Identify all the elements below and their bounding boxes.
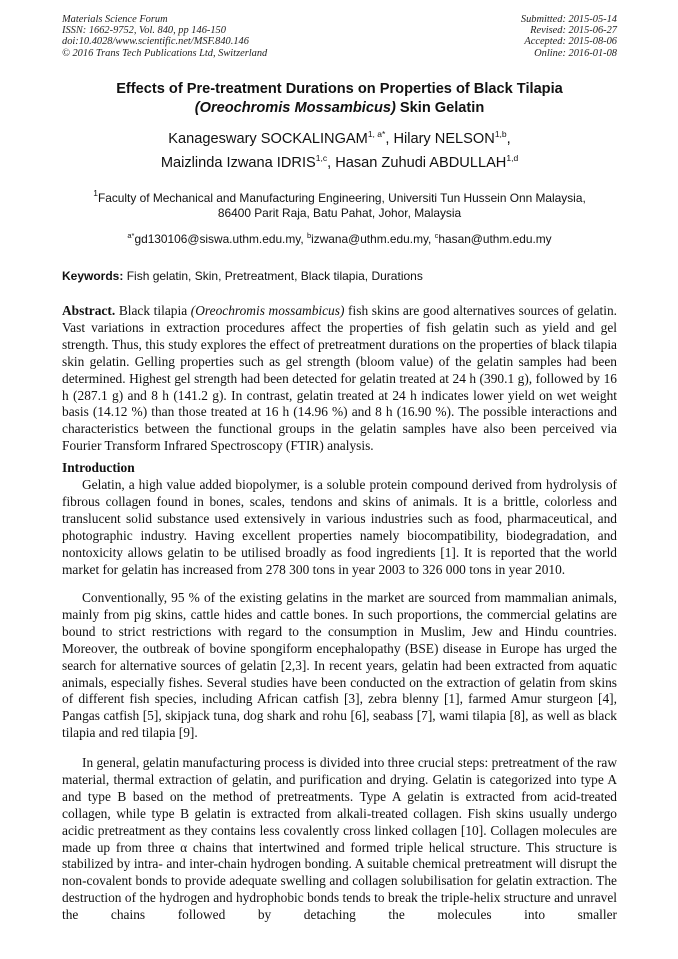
author-affiliation-mark: 1, a*: [367, 129, 386, 139]
intro-paragraph-2: Conventionally, 95 % of the existing gelatins in the market are sourced from mammalian animals, mainly from pig skins, cattle hides and cattle bones. In such proportions, the commercial gelatins are bound to strict restrictions with regard to the consumption in Muslim, Jew and Hindu countries. Moreover, the outbreak of bovine spongiform encephalopathy (BSE) disease in Europe has urged the search for alternative sources of gelatin [2,3]. In recent years, gelatin had been extracted from aquatic animals, especially fishes. Several studies have been conducted on the extraction of gelatin from skins of different fish species, including African catfish [3], zebra blenny [1], farmed Amur sturgeon [4], Pangas catfish [5], skipjack tuna, dog shark and rohu [6], seabass [7], wami tilapia [8], as well as black tilapia and red tilapia [9].: [62, 590, 617, 741]
date-revised: Revised: 2015-06-27: [530, 25, 617, 37]
affiliation-text: Faculty of Mechanical and Manufacturing Engineering, Universiti Tun Hussein Onn Malaysia,: [97, 191, 586, 205]
author-name: Hilary NELSON: [393, 131, 495, 147]
journal-info: [62, 14, 267, 59]
abstract-text: fish skins are good alternatives sources of gelatin. Vast variations in extraction procedures affect the properties of fish gelatin such as yield and gel strength. Thus, this study explores the effect of pretreatment durations on the properties of black tilapia skin gelatin. Gelling properties such as gel strength (bloom value) of the gelatin samples had been determined. Highest gel strength had been detected for gelatin treated at 24 h (390.1 g), followed by 16 h (287.1 g) and 8 h (141.2 g). In contrast, gelatin treated at 24 h indicates lower yield on wet weight basis (14.12 %) than those treated at 16 h (14.96 %) and 8 h (16.90 %). The possible interactions and characteristics between the functional groups in the gelatin samples have also been perceived via Fourier Transform Infrared Spectroscopy (FTIR) analysis.: [62, 303, 618, 454]
email-mark: a*: [127, 231, 135, 240]
abstract-label: Abstract.: [62, 303, 116, 318]
affiliation: [62, 188, 617, 221]
abstract-species: (Oreochromis mossambicus): [190, 303, 345, 318]
email-link[interactable]: izwana@uthm.edu.my: [311, 232, 429, 246]
abstract: [62, 303, 617, 455]
author-name: Hasan Zuhudi ABDULLAH: [335, 155, 507, 171]
author-emails: [62, 232, 617, 247]
keywords: [62, 269, 617, 284]
affiliation-line-1: [62, 188, 617, 206]
author-name: Kanageswary SOCKALINGAM: [168, 131, 368, 147]
author-name: Maizlinda Izwana IDRIS: [160, 155, 316, 171]
date-submitted: Submitted: 2015-05-14: [520, 14, 617, 25]
journal-doi: doi:10.4028/www.scientific.net/MSF.840.146: [62, 36, 249, 48]
keywords-text: Fish gelatin, Skin, Pretreatment, Black tilapia, Durations: [123, 269, 423, 283]
affiliation-mark: 1: [93, 188, 98, 198]
separator: ,: [327, 155, 336, 171]
email-link[interactable]: hasan@uthm.edu.my: [438, 232, 552, 246]
intro-paragraph-3: In general, gelatin manufacturing process is divided into three crucial steps: pretreatment of the raw material, thermal extraction of gelatin, and purification and drying. Gelatin is categorized into type A and type B based on the method of pretreatments. Type A gelatin is extracted from acid-treated collagen, while type B gelatin is extracted from alkali-treated collagen. Fish skins usually undergo acidic pretreatment as they contains less covalently cross linked collagen [10]. Collagen molecules are made up from three α chains that intertwined and formed triple helical structure. This structure is stabilized by intra- and inter-chain hydrogen bonding. A suitable chemical pretreatment will disrupt the non-covalent bonds to provide adequate swelling and collagen solubilisation for gelatin extraction. The destruction of the hydrogen and hydrophobic bonds tends to break the triple-helix structure and unravel the chains followed by detaching the molecules into smaller: [62, 755, 617, 923]
section-heading-introduction: Introduction: [62, 460, 135, 475]
keywords-label: Keywords:: [62, 269, 124, 283]
journal-copyright: © 2016 Trans Tech Publications Ltd, Switzerland: [62, 47, 268, 59]
publication-dates: [521, 14, 617, 59]
author-affiliation-mark: 1,c: [315, 153, 328, 163]
date-online: Online: 2016-01-08: [534, 47, 617, 59]
title-line-2: [62, 99, 617, 118]
email-mark: c: [434, 231, 439, 240]
email-mark: b: [306, 231, 312, 240]
affiliation-line-2: 86400 Parit Raja, Batu Pahat, Johor, Malaysia: [217, 206, 462, 220]
paper-title: [62, 80, 617, 117]
separator: ,: [385, 131, 394, 147]
abstract-text-start: Black tilapia: [115, 303, 191, 318]
date-accepted: Accepted: 2015-08-06: [524, 36, 617, 48]
intro-paragraph-1: Gelatin, a high value added biopolymer, is a soluble protein compound derived from hydrolysis of fibrous collagen found in bones, scales, tendons and skins of animals. It is a brittle, colorless and translucent solid substance used extensively in various industries such as food, pharmaceutical, and photographic industry. Having excellent properties namely biocompatibility, biodegradation, and nontoxicity allows gelatin to be utilised broadly as food ingredients [1]. It is reported that the world market for gelatin has increased from 278 300 tons in year 2003 to 326 000 tons in year 2010.: [62, 477, 617, 577]
author-line-1: [62, 127, 617, 151]
author-affiliation-mark: 1,b: [494, 129, 507, 139]
title-species: (Oreochromis Mossambicus): [194, 99, 396, 116]
author-line-2: [62, 151, 617, 175]
author-affiliation-mark: 1,d: [506, 153, 519, 163]
journal-issn: ISSN: 1662-9752, Vol. 840, pp 146-150: [62, 25, 226, 37]
separator: ,: [506, 131, 511, 147]
journal-name: Materials Science Forum: [62, 14, 168, 25]
title-line-1: Effects of Pre-treatment Durations on Properties of Black Tilapia: [116, 81, 563, 97]
email-link[interactable]: gd130106@siswa.uthm.edu.my: [134, 232, 301, 246]
author-list: [62, 127, 617, 175]
separator: ,: [428, 232, 435, 246]
title-suffix: Skin Gelatin: [395, 99, 485, 116]
separator: ,: [300, 232, 307, 246]
